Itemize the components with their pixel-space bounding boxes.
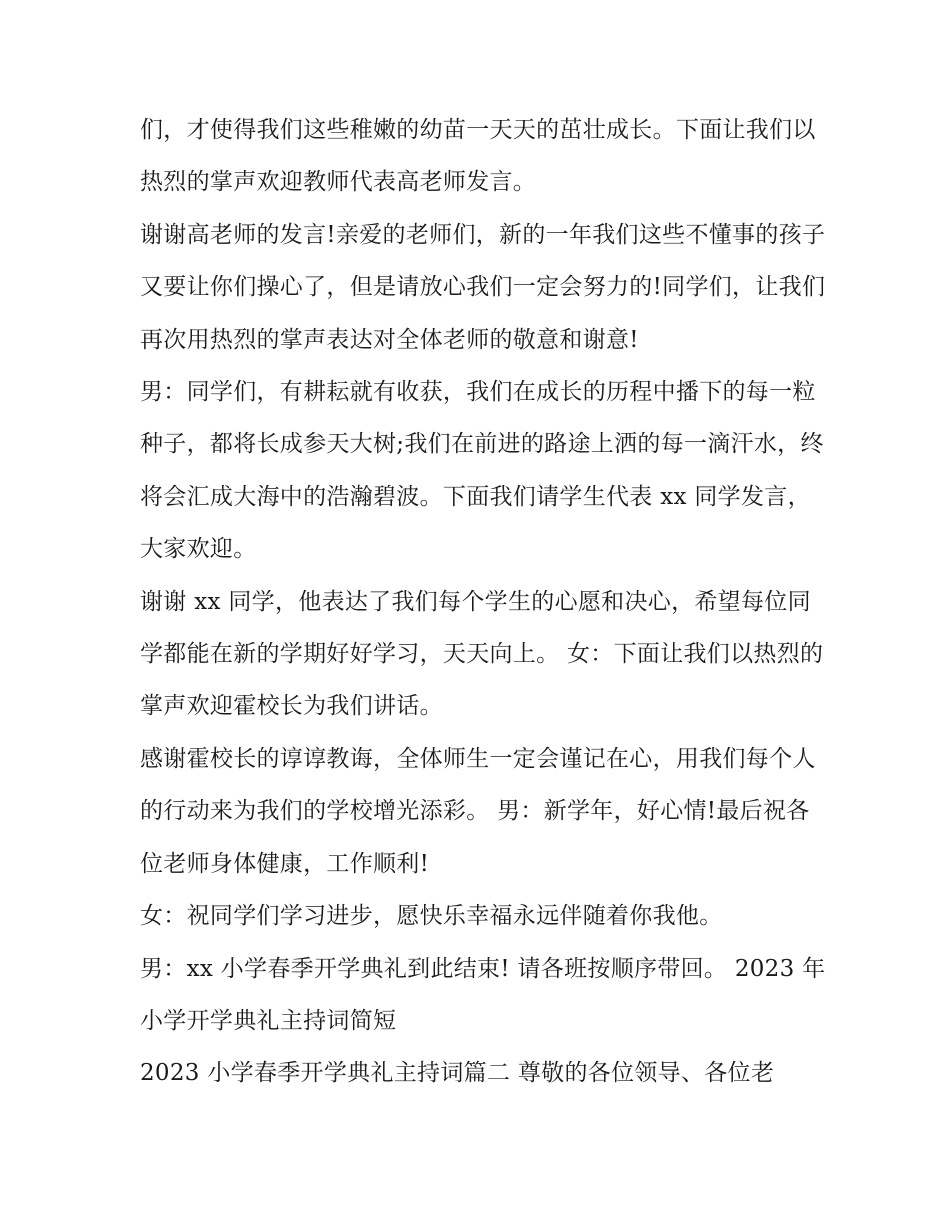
- paragraph-1: 们，才使得我们这些稚嫩的幼苗一天天的茁壮成长。下面让我们以热烈的掌声欢迎教师代表高老师发言。: [140, 117, 816, 196]
- document-body: [140, 104, 830, 1100]
- paragraph-4: 谢谢 xx 同学，他表达了我们每个学生的心愿和决心，希望每位同学都能在新的学期好好学习，天天向上。 女：下面让我们以热烈的掌声欢迎霍校长为我们讲话。: [140, 588, 824, 720]
- paragraph-3: 男：同学们，有耕耘就有收获，我们在成长的历程中播下的每一粒种子，都将长成参天大树;我们在前进的路途上洒的每一滴汗水，终将会汇成大海中的浩瀚碧波。下面我们请学生代表 xx 同学发言，大家欢迎。: [140, 379, 824, 563]
- paragraph-8: 2023 小学春季开学典礼主持词篇二 尊敬的各位领导、各位老: [140, 1060, 775, 1087]
- paragraph-6: 女：祝同学们学习进步，愿快乐幸福永远伴随着你我他。: [140, 903, 723, 930]
- paragraph-7: 男：xx 小学春季开学典礼到此结束! 请各班按顺序带回。 2023 年小学开学典礼主持词简短: [140, 955, 826, 1034]
- paragraph-5: 感谢霍校长的谆谆教诲，全体师生一定会谨记在心，用我们每个人的行动来为我们的学校增光添彩。 男：新学年，好心情!最后祝各位老师身体健康，工作顺利!: [140, 745, 816, 877]
- paragraph-2: 谢谢高老师的发言!亲爱的老师们，新的一年我们这些不懂事的孩子又要让你们操心了，但是请放心我们一定会努力的!同学们，让我们再次用热烈的掌声表达对全体老师的敬意和谢意!: [140, 221, 826, 353]
